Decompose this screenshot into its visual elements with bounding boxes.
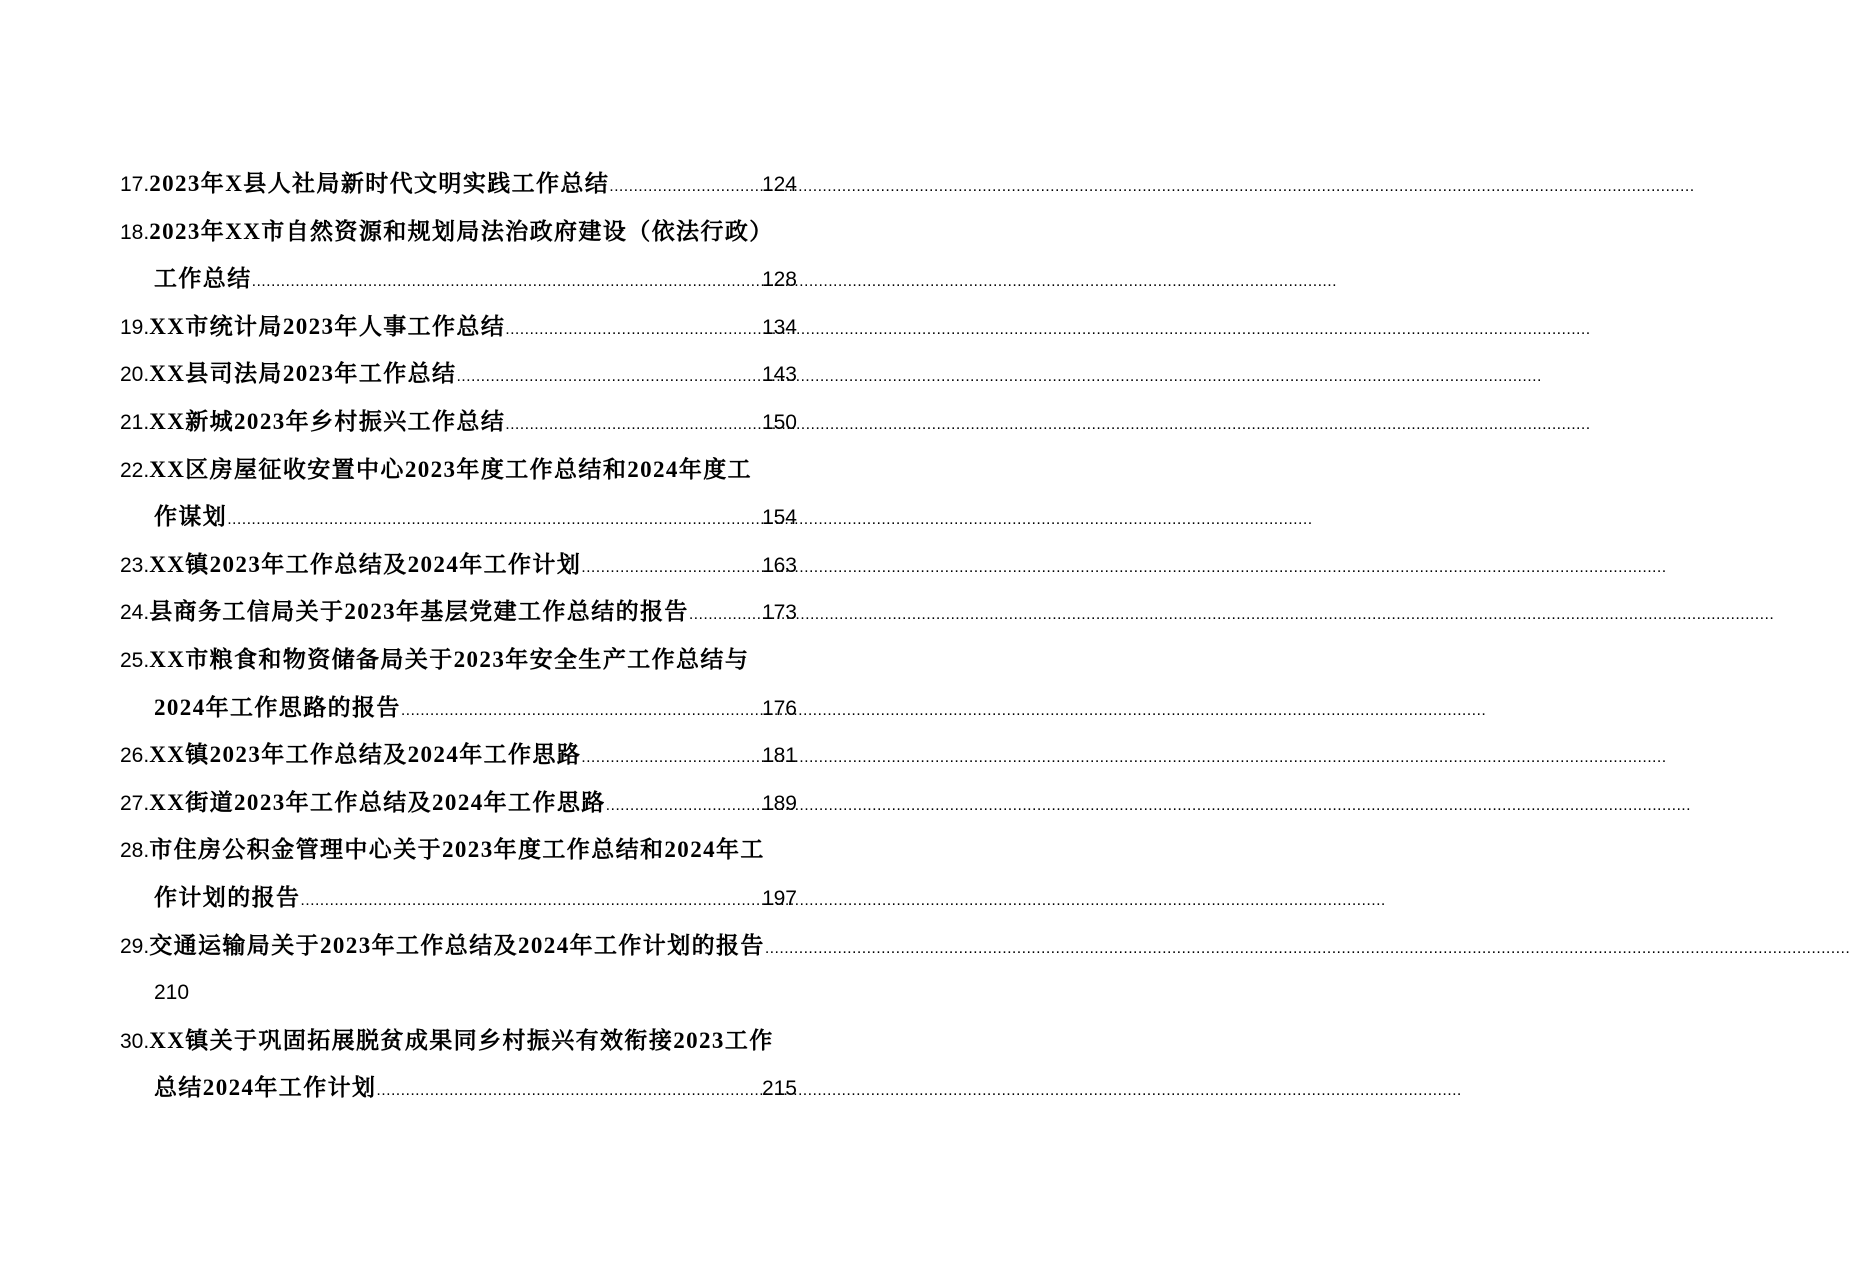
entry-number: 27. [120, 791, 150, 815]
toc-entry-17[interactable] [120, 160, 797, 208]
entry-page-number: 173 [761, 601, 797, 625]
toc-line [120, 1017, 797, 1065]
toc-entry-20[interactable] [120, 350, 797, 398]
entry-page-number: 181 [761, 744, 797, 768]
entry-number: 21. [120, 410, 150, 434]
entry-number: 22. [120, 458, 150, 482]
entry-page-number: 150 [761, 410, 797, 434]
toc-line-continued [120, 255, 797, 303]
entry-number: 24. [120, 601, 150, 625]
entry-number: 19. [120, 315, 150, 339]
toc-line [120, 398, 797, 446]
entry-title: 2023年XX市自然资源和规划局法治政府建设（依法行政） [149, 218, 774, 244]
entry-number: 29. [120, 934, 150, 958]
entry-title: 2023年X县人社局新时代文明实践工作总结 [149, 171, 610, 196]
entry-title: XX市粮食和物资储备局关于2023年安全生产工作总结与 [149, 646, 750, 672]
toc-entry-21[interactable] [120, 398, 797, 446]
dot-leader [505, 401, 762, 449]
entry-title-continued: 作计划的报告 [154, 884, 301, 910]
entry-title: XX县司法局2023年工作总结 [149, 361, 457, 387]
entry-title-continued: 总结2024年工作计划 [154, 1075, 377, 1101]
toc-entry-22[interactable] [120, 446, 797, 541]
toc-line-continued [120, 874, 797, 922]
entry-title: XX新城2023年乡村振兴工作总结 [149, 408, 506, 434]
document-page [0, 0, 909, 1286]
entry-title-continued: 工作总结 [154, 266, 252, 292]
entry-number: 17. [120, 173, 150, 196]
dot-leader [609, 163, 762, 211]
toc-line [120, 303, 797, 351]
toc-line [120, 636, 797, 684]
toc-entry-18[interactable] [120, 208, 797, 303]
entry-page-number: 124 [761, 173, 797, 196]
dot-leader [252, 258, 762, 306]
toc-line [120, 826, 797, 874]
entry-title: XX镇2023年工作总结及2024年工作计划 [149, 551, 582, 577]
entry-page-number: 134 [761, 315, 797, 339]
toc-entry-29[interactable] [120, 922, 797, 1017]
dot-leader [401, 687, 762, 735]
dot-leader [376, 1067, 762, 1115]
dot-leader [227, 496, 762, 544]
toc-line-continued [120, 493, 797, 541]
entry-title-continued: 作谋划 [154, 504, 228, 530]
dot-leader [765, 925, 797, 973]
dot-leader [300, 877, 762, 925]
entry-title: 县商务工信局关于2023年基层党建工作总结的报告 [149, 599, 689, 625]
toc-line [120, 160, 797, 208]
toc-entry-24[interactable] [120, 588, 797, 636]
entry-title: 市住房公积金管理中心关于2023年度工作总结和2024年工 [149, 837, 765, 863]
entry-title: XX区房屋征收安置中心2023年度工作总结和2024年度工 [149, 456, 753, 482]
entry-title: 交通运输局关于2023年工作总结及2024年工作计划的报告 [149, 932, 765, 958]
dot-leader [689, 591, 762, 639]
toc-line [120, 779, 797, 827]
dot-leader [581, 544, 762, 592]
entry-number: 18. [120, 220, 150, 244]
entry-page-number: 189 [761, 791, 797, 815]
toc-entry-19[interactable] [120, 303, 797, 351]
entry-page-number: 215 [761, 1077, 797, 1101]
entry-title: XX市统计局2023年人事工作总结 [149, 313, 506, 339]
toc-line [120, 922, 797, 970]
entry-title: XX街道2023年工作总结及2024年工作思路 [149, 789, 606, 815]
entry-page-number: 210 [154, 981, 190, 1005]
toc-entry-30[interactable] [120, 1017, 797, 1112]
entry-number: 23. [120, 553, 150, 577]
toc-line [120, 350, 797, 398]
toc-entry-28[interactable] [120, 826, 797, 921]
table-of-contents [120, 160, 797, 1112]
toc-entry-27[interactable] [120, 779, 797, 827]
toc-entry-23[interactable] [120, 541, 797, 589]
dot-leader [581, 734, 762, 782]
entry-number: 28. [120, 839, 150, 863]
entry-page-number: 163 [761, 553, 797, 577]
dot-leader [456, 353, 762, 401]
entry-title: XX镇2023年工作总结及2024年工作思路 [149, 742, 582, 768]
entry-page-number: 176 [761, 696, 797, 720]
toc-line-continued [120, 684, 797, 732]
entry-page-number: 197 [761, 886, 797, 910]
dot-leader [505, 306, 762, 354]
toc-entry-25[interactable] [120, 636, 797, 731]
entry-number: 20. [120, 363, 150, 387]
toc-line [120, 588, 797, 636]
toc-line [120, 446, 797, 494]
toc-line-continued [120, 1064, 797, 1112]
entry-number: 30. [120, 1029, 150, 1053]
toc-line [120, 541, 797, 589]
entry-title: XX镇关于巩固拓展脱贫成果同乡村振兴有效衔接2023工作 [149, 1027, 774, 1053]
toc-line [120, 208, 797, 256]
entry-page-number: 143 [761, 363, 797, 387]
entry-page-number: 154 [761, 506, 797, 530]
entry-number: 26. [120, 744, 150, 768]
toc-entry-26[interactable] [120, 731, 797, 779]
dot-leader [606, 782, 762, 830]
entry-title-continued: 2024年工作思路的报告 [154, 694, 401, 720]
toc-line-continued [120, 969, 797, 1017]
toc-line [120, 731, 797, 779]
entry-page-number: 128 [761, 268, 797, 292]
entry-number: 25. [120, 648, 150, 672]
